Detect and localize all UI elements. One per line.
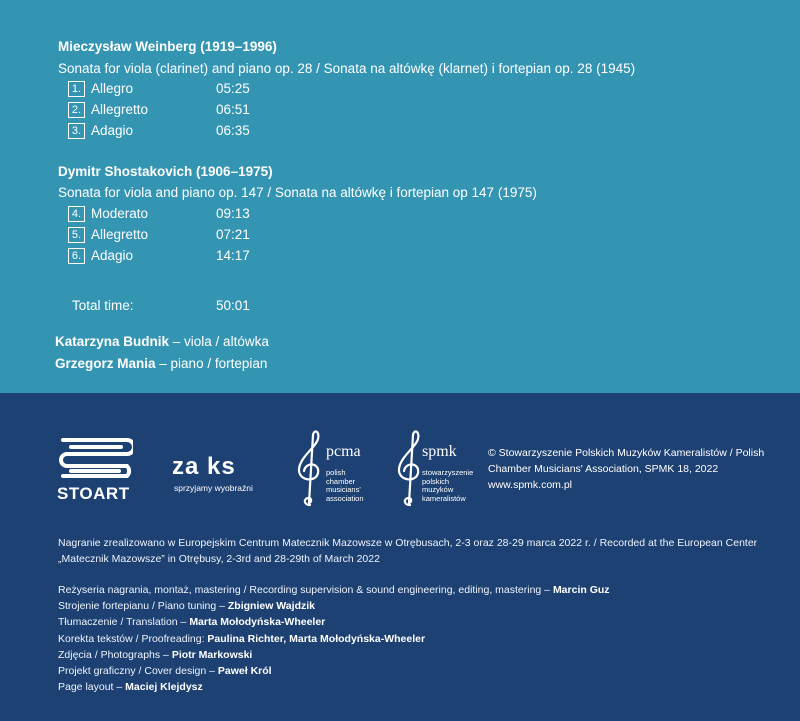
performer-1 <box>55 334 269 349</box>
composer-name-2: Dymitr Shostakovich (1906–1975) <box>58 164 273 179</box>
track-duration: 06:51 <box>216 102 250 117</box>
website-link[interactable]: www.spmk.com.pl <box>488 479 573 491</box>
credit-line: Zdjęcia / Photographs – Piotr Markowski <box>58 648 253 661</box>
credit-line: Reżyseria nagrania, montaż, mastering / Recording supervision & sound engineering, editing, mastering – Marcin Guz <box>58 584 610 596</box>
composer-name-1: Mieczysław Weinberg (1919–1996) <box>58 39 277 54</box>
treble-clef-icon <box>294 429 324 507</box>
track-duration: 05:25 <box>216 81 250 96</box>
track-title: Adagio <box>91 123 134 138</box>
stoart-wordmark: STOART <box>57 484 130 503</box>
track-title: Adagio <box>91 248 134 263</box>
total-time-value: 50:01 <box>216 298 250 313</box>
credits-list <box>58 582 610 695</box>
track-number: 6. <box>68 248 85 264</box>
track-number: 2. <box>68 102 85 118</box>
credit-name: Marcin Guz <box>552 584 610 596</box>
track-number: 3. <box>68 123 85 139</box>
pcma-logo <box>294 429 384 509</box>
credit-name: Marta Mołodyńska-Wheeler <box>189 616 326 629</box>
zaiks-tagline: sprzyjamy wyobraźni <box>174 483 253 493</box>
performer-role: – piano / fortepian <box>155 356 268 371</box>
work-title-2: Sonata for viola and piano op. 147 / Sonata na altówkę i fortepian op 147 (1975) <box>58 185 537 200</box>
track-title: Allegretto <box>91 102 149 117</box>
track-duration: 06:35 <box>216 123 250 138</box>
treble-clef-icon <box>394 429 424 507</box>
zaiks-wordmark: za ks <box>172 453 236 480</box>
track-number: 4. <box>68 206 85 222</box>
copyright-line: Chamber Musicians' Association, SPMK 18, 2022 <box>488 463 719 475</box>
copyright-line: © Stowarzyszenie Polskich Muzyków Kameralistów / Polish <box>488 447 765 459</box>
total-time-label: Total time: <box>72 298 134 313</box>
zaiks-logo <box>172 453 262 493</box>
spmk-logo <box>394 429 484 509</box>
credit-line: Tłumaczenie / Translation – Marta Mołodyńska-Wheeler <box>58 616 326 629</box>
spmk-subtitle: stowarzyszenie polskich muzyków kameralistów <box>422 468 474 503</box>
copyright-notice <box>488 445 764 493</box>
track-title: Allegro <box>91 81 134 96</box>
credit-line: Strojenie fortepianu / Piano tuning – Zbigniew Wajdzik <box>58 600 315 613</box>
track-title: Allegretto <box>91 227 149 242</box>
track-number: 5. <box>68 227 85 243</box>
track-duration: 07:21 <box>216 227 250 242</box>
work-title-1: Sonata for viola (clarinet) and piano op. 28 / Sonata na altówkę (klarnet) i fortepian op. 28 (1945) <box>58 61 636 76</box>
track-number: 1. <box>68 81 85 97</box>
credit-line: Projekt graficzny / Cover design – Paweł Król <box>58 665 272 678</box>
credit-line: Page layout – Maciej Klejdysz <box>58 681 203 694</box>
recording-info <box>58 535 757 567</box>
credit-line: Korekta tekstów / Proofreading: Paulina Richter, Marta Mołodyńska-Wheeler <box>58 632 426 645</box>
credit-name: Zbigniew Wajdzik <box>227 600 315 613</box>
recording-line: Nagranie zrealizowano w Europejskim Centrum Matecznik Mazowsze w Otrębusach, 2-3 oraz 28-29 marca 2022 r. / Recorded at the European Center <box>58 537 758 549</box>
track-title: Moderato <box>91 206 149 221</box>
track-duration: 09:13 <box>216 206 250 221</box>
credit-name: Piotr Markowski <box>171 648 253 661</box>
performer-role: – viola / altówka <box>169 334 269 349</box>
track-duration: 14:17 <box>216 248 250 263</box>
credit-name: Paweł Król <box>217 665 272 678</box>
pcma-subtitle: polish chamber musicians' association <box>326 468 364 503</box>
spmk-wordmark: spmk <box>422 443 457 460</box>
stoart-logo <box>57 436 133 506</box>
pcma-wordmark: pcma <box>326 443 361 460</box>
performer-name: Katarzyna Budnik <box>55 334 170 349</box>
performer-2 <box>55 356 267 371</box>
credits-panel <box>0 393 800 721</box>
credit-name: Paulina Richter, Marta Mołodyńska-Wheeler <box>207 632 426 645</box>
credit-name: Maciej Klejdysz <box>125 681 203 694</box>
recording-line: „Matecznik Mazowsze” in Otrębusy, 2-3rd and 28-29th of March 2022 <box>58 553 380 565</box>
stoart-symbol-icon <box>57 436 133 480</box>
performer-name: Grzegorz Mania <box>55 356 156 371</box>
